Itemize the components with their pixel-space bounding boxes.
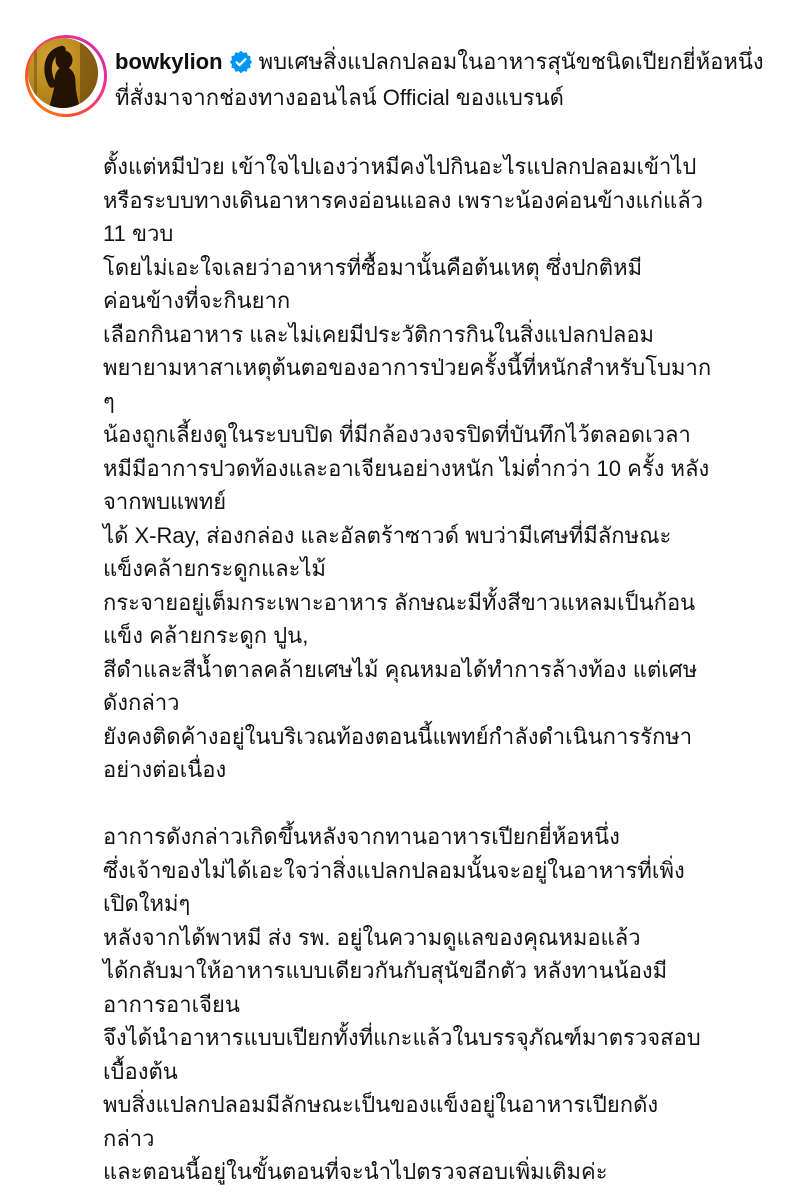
caption-line: กระจายอยู่เต็มกระเพาะอาหาร ลักษณะมีทั้งสีขาวแหลมเป็นก้อน: [103, 589, 696, 615]
caption-line: หรือระบบทางเดินอาหารคงอ่อนแอลง เพราะน้องค่อนข้างแก่แล้ว: [103, 187, 704, 213]
caption-body: [103, 150, 776, 1189]
caption-line: โดยไม่เอะใจเลยว่าอาหารที่ซื้อมานั้นคือต้นเหตุ ซึ่งปกติหมี: [103, 254, 643, 280]
caption-line: และตอนนี้อยู่ในขั้นตอนที่จะนำไปตรวจสอบเพิ่มเติมค่ะ: [103, 1159, 608, 1184]
caption-line: หลังจากได้พาหมี ส่ง รพ. อยู่ในความดูแลของคุณหมอแล้ว: [103, 924, 641, 950]
caption-line: [103, 787, 776, 821]
profile-photo-silhouette-icon: [28, 38, 98, 108]
caption-line: กล่าว: [103, 1125, 155, 1151]
caption-line: เบื้องต้น: [103, 1058, 178, 1084]
caption-line: ได้ X-Ray, ส่องกล่อง และอัลตร้าซาวด์ พบว่ามีเศษที่มีลักษณะ: [103, 522, 672, 548]
caption-line: ค่อนข้างที่จะกินยาก: [103, 288, 291, 313]
caption-line: 11 ขวบ: [103, 221, 174, 246]
caption-line: หมีมีอาการปวดท้องและอาเจียนอย่างหนัก ไม่ต่ำกว่า 10 ครั้ง หลัง: [103, 455, 710, 481]
verified-badge-icon: [230, 51, 252, 73]
caption-line: ตั้งแต่หมีป่วย เข้าใจไปเองว่าหมีคงไปกินอะไรแปลกปลอมเข้าไป: [103, 154, 697, 179]
caption-lead-text: พบเศษสิ่งแปลกปลอมในอาหารสุนัขชนิดเปียกยี่ห้อหนึ่งที่สั่งมาจากช่องทางออนไลน์ Official ของแบรนด์: [115, 49, 764, 110]
caption-line: ซึ่งเจ้าของไม่ได้เอะใจว่าสิ่งแปลกปลอมนั้นจะอยู่ในอาหารที่เพิ่ง: [103, 857, 685, 883]
username-link[interactable]: bowkylion: [115, 49, 223, 74]
avatar[interactable]: [28, 38, 98, 108]
caption-line: อาการดังกล่าวเกิดขึ้นหลังจากทานอาหารเปียกยี่ห้อหนึ่ง: [103, 824, 620, 849]
caption-line: เปิดใหม่ๆ: [103, 891, 191, 916]
caption-line: พยายามหาสาเหตุต้นตอของอาการป่วยครั้งนี้ที่หนักสำหรับโบมาก: [103, 355, 712, 380]
story-ring[interactable]: [25, 35, 107, 117]
caption-line: อาการอาเจียน: [103, 991, 240, 1017]
caption-line: แข็ง คล้ายกระดูก ปูน,: [103, 623, 309, 648]
caption-line: ๆ: [103, 388, 115, 414]
caption-line: ได้กลับมาให้อาหารแบบเดียวกันกับสุนัขอีกตัว หลังทานน้องมี: [103, 958, 668, 983]
caption-line: จึงได้นำอาหารแบบเปียกทั้งที่แกะแล้วในบรรจุภัณฑ์มาตรวจสอบ: [103, 1025, 701, 1050]
caption-line: แข็งคล้ายกระดูกและไม้: [103, 556, 327, 581]
caption-line: ดังกล่าว: [103, 690, 180, 715]
caption-line: พบสิ่งแปลกปลอมมีลักษณะเป็นของแข็งอยู่ในอาหารเปียกดัง: [103, 1092, 659, 1117]
caption-line: จากพบแพทย์: [103, 489, 227, 514]
caption-line: ยังคงติดค้างอยู่ในบริเวณท้องตอนนี้แพทย์กำลังดำเนินการรักษา: [103, 723, 693, 749]
caption-header: [115, 44, 776, 116]
caption-line: สีดำและสีน้ำตาลคล้ายเศษไม้ คุณหมอได้ทำการล้างท้อง แต่เศษ: [103, 656, 698, 682]
caption-line: เลือกกินอาหาร และไม่เคยมีประวัติการกินในสิ่งแปลกปลอม: [103, 321, 655, 347]
caption-line: น้องถูกเลี้ยงดูในระบบปิด ที่มีกล้องวงจรปิดที่บันทึกไว้ตลอดเวลา: [103, 422, 691, 447]
caption-line: อย่างต่อเนื่อง: [103, 757, 227, 782]
